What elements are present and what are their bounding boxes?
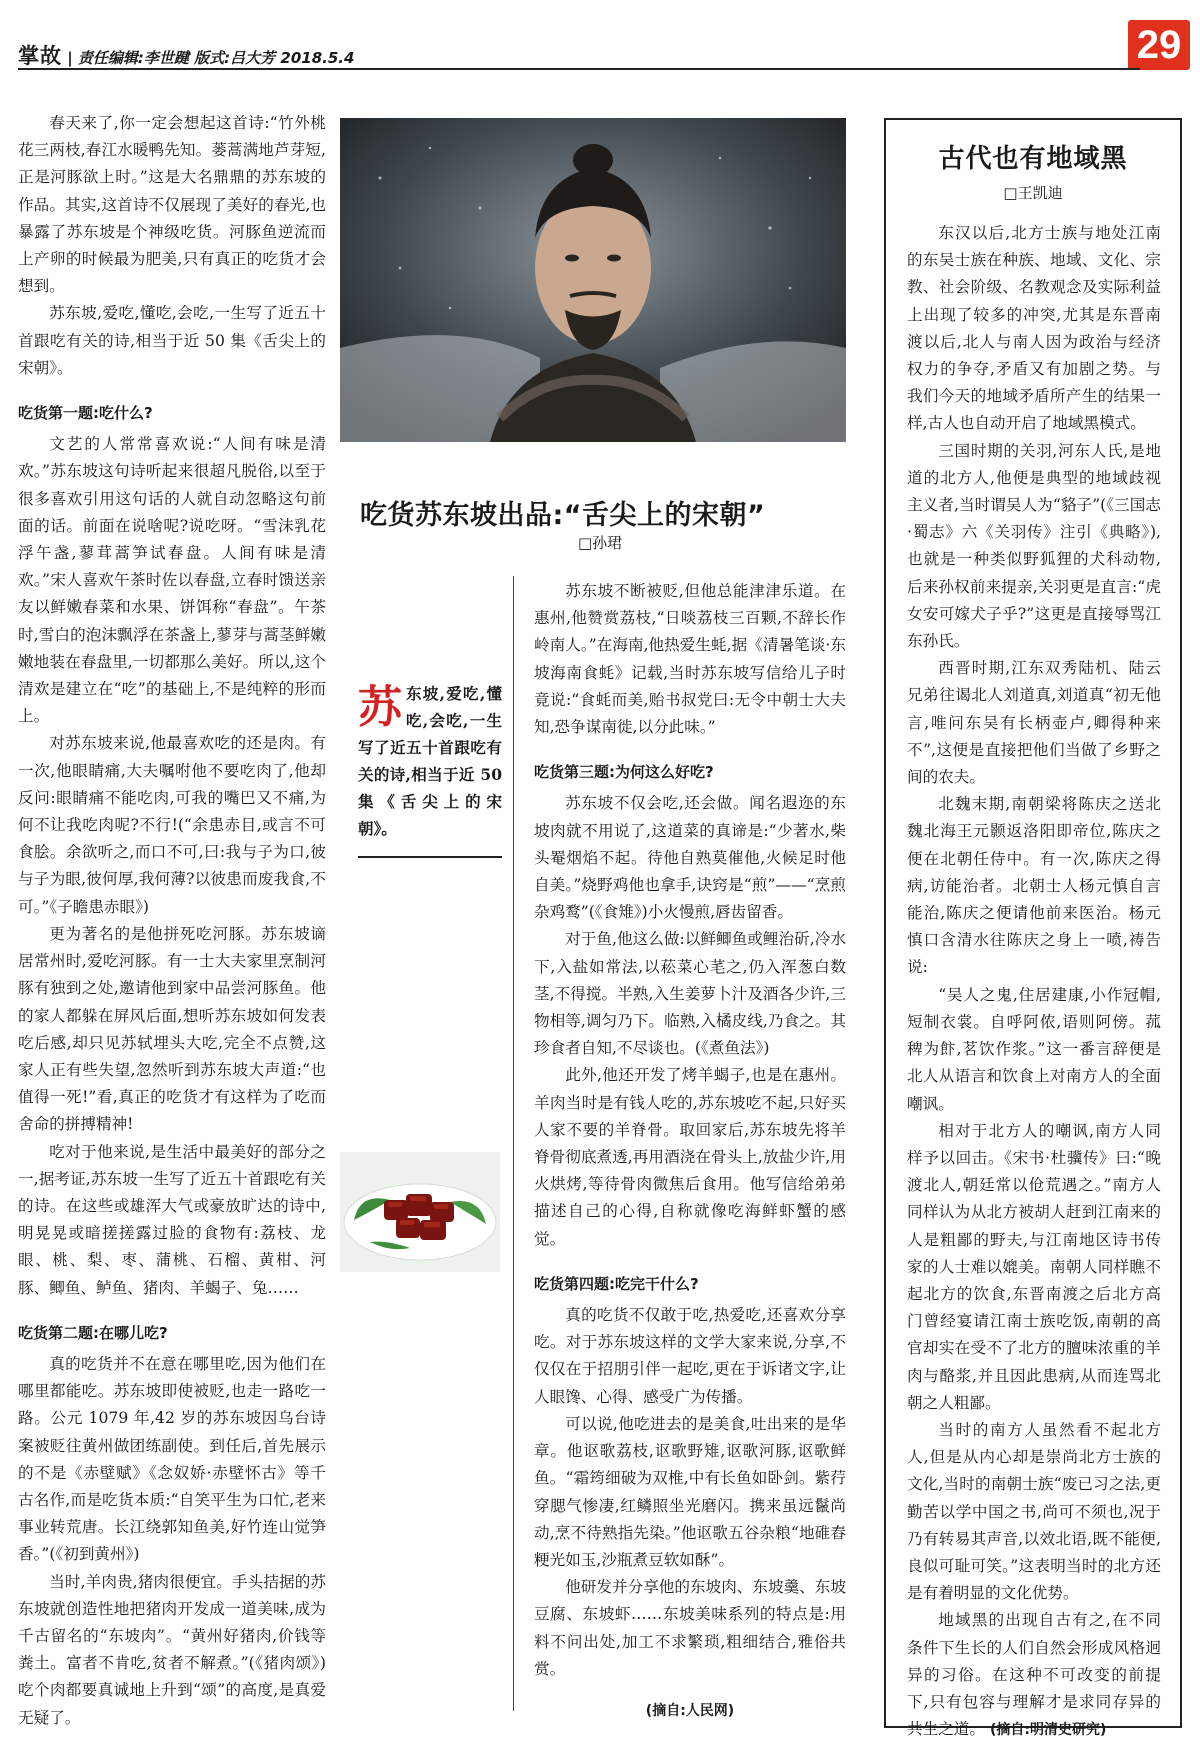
paragraph: 更为著名的是他拼死吃河豚。苏东坡谪居常州时,爱吃河豚。有一士大夫家里烹制河豚有独到之处,邀请他到家中品尝河豚鱼。他的家人都躲在屏风后面,想听苏东坡如何发表吃后感,却只见苏轼埋头大吃,完全不点赞,这家人正有些失望,忽然听到苏东坡大声道:“也值得一死!”看,真正的吃货才有这样为了吃而舍命的拼搏精神! bbox=[18, 924, 326, 1134]
paragraph: 三国时期的关羽,河东人氏,是地道的北方人,他便是典型的地域歧视主义者,当时谓吴人为“貉子”(《三国志·蜀志》六《关羽传》注引《典略》),也就是一种类似野狐狸的犬科动物,后来孙权前来提亲,关羽更是直言:“虎女安可嫁犬子乎?”这更是直接辱骂江东孙氏。 bbox=[907, 441, 1161, 651]
portrait-illustration bbox=[340, 118, 846, 442]
sidebar-author: □王凯迪 bbox=[1003, 184, 1063, 202]
paragraph: 可以说,他吃进去的是美食,吐出来的是华章。他讴歌荔枝,讴歌野雉,讴歌河豚,讴歌鲜鱼。“霜筠细破为双椎,中有长鱼如卧剑。紫荇穿腮气惨凄,红鳞照坐光磨闪。携来虽远鬣尚动,烹不待熟指先染。”他讴歌五谷杂粮“地碓舂粳光如玉,沙瓶煮豆软如酥”。 bbox=[534, 1414, 846, 1569]
portrait-photo bbox=[340, 118, 846, 442]
pull-quote-text: 东坡,爱吃,懂吃,会吃,一生写了近五十首跟吃有关的诗,相当于近 50 集《舌尖上的宋朝》。 bbox=[358, 684, 502, 838]
dongpo-pork-illustration bbox=[340, 1152, 500, 1272]
paragraph: 相对于北方人的嘲讽,南方人同样予以回击。《宋书·杜骥传》曰:“晚渡北人,朝廷常以伧荒遇之。”南方人同样认为从北方被胡人赶到江南来的人是粗鄙的野夫,与江南地区诗书传家的人士难以媲美。南朝人同样瞧不起北方的饮食,东晋南渡之后北方高门曾经宴请江南士族吃饭,南朝的高官却实在受不了北方的膻味浓重的羊肉与酪浆,并且因此患病,从而连骂北朝之人粗鄙。 bbox=[907, 1121, 1161, 1412]
paragraph: 当时,羊肉贵,猪肉很便宜。手头拮据的苏东坡就创造性地把猪肉开发成一道美味,成为千古留名的“东坡肉”。“黄州好猪肉,价钱等粪土。富者不肯吃,贫者不解煮。”(《猪肉颂》)吃个肉都要真诚地上升到“颂”的高度,是真爱无疑了。 bbox=[18, 1572, 326, 1727]
sidebar-article bbox=[907, 220, 1161, 1744]
paragraph: 对苏东坡来说,他最喜欢吃的还是肉。有一次,他眼睛痛,大夫嘱咐他不要吃肉了,他却反问:眼睛痛不能吃肉,可我的嘴巴又不痛,为何不让我吃肉呢?不行!(“余患赤目,或言不可食脍。余欲听之,而口不可,曰:我与子为口,彼与子为眼,彼何厚,我何薄?以彼患而废我食,不可。”《子瞻患赤眼》) bbox=[18, 734, 326, 916]
paragraph: 东汉以后,北方士族与地处江南的东吴士族在种族、地域、文化、宗教、社会阶级、名教观念及实际利益上出现了较多的冲突,尤其是东晋南渡以后,北人与南人因为政治与经济权力的争夺,矛盾又有加剧之势。与我们今天的地域矛盾所产生的结果一样,古人也自动开启了地域黑模式。 bbox=[907, 224, 1161, 433]
paragraph: 苏东坡不断被贬,但他总能津津乐道。在惠州,他赞赏荔枝,“日啖荔枝三百颗,不辞长作岭南人。”在海南,他热爱生蚝,据《清暑笔谈·东坡海南食蚝》记载,当时苏东坡写信给儿子时竟说:“食蚝而美,贻书叔党曰:无令中朝士大夫知,恐争谋南徙,以分此味。” bbox=[534, 582, 846, 737]
paragraph: 文艺的人常常喜欢说:“人间有味是清欢。”苏东坡这句诗听起来很超凡脱俗,以至于很多喜欢引用这句话的人就自动忽略这句前面的话。前面在说啥呢?说吃呀。“雪沫乳花浮午盏,蓼茸蒿笋试春盘。人间有味是清欢。”宋人喜欢午茶时佐以春盘,立春时馈送亲友以鲜嫩春菜和水果、饼饵称“春盘”。午茶时,雪白的泡沫飘浮在茶盏上,蓼芽与蒿茎鲜嫩嫩地装在春盘里,一切都那么美好。所以,这个清欢是建立在“吃”的基础上,不是纯粹的形而上。 bbox=[18, 435, 326, 726]
section-heading: 吃货第二题:在哪儿吃? bbox=[18, 1323, 168, 1342]
pull-quote-initial: 苏 bbox=[358, 682, 402, 733]
paragraph: 真的吃货不仅敢于吃,热爱吃,还喜欢分享吃。对于苏东坡这样的文学大家来说,分享,不仅仅在于招朋引伴一起吃,更在于诉诸文字,让人眼馋、心得、感受广为传播。 bbox=[534, 1306, 846, 1406]
paragraph: 西晋时期,江东双秀陆机、陆云兄弟往谒北人刘道真,刘道真“初无他言,唯问东吴有长柄壶卢,卿得种来不”,这便是直接把他们当做了乡野之间的农夫。 bbox=[907, 659, 1161, 787]
section-heading: 吃货第三题:为何这么好吃? bbox=[534, 763, 714, 782]
paragraph: 当时的南方人虽然看不起北方人,但是从内心却是崇尚北方士族的文化,当时的南朝士族“废已习之法,更勤苦以学中国之书,尚可不须也,况于乃有转易其声音,以效北语,既不能便,良似可耻可笑。”这表明当时的北方还是有着明显的文化优势。 bbox=[907, 1420, 1161, 1603]
section-heading: 吃货第四题:吃完干什么? bbox=[534, 1274, 699, 1293]
food-photo bbox=[340, 1152, 500, 1272]
paragraph: 此外,他还开发了烤羊蝎子,也是在惠州。羊肉当时是有钱人吃的,苏东坡吃不起,只好买人家不要的羊脊骨。取回家后,苏东坡先将羊脊骨彻底煮透,再用酒浇在骨头上,放盐少许,用火烘烤,等待骨肉微焦后食用。他写信给弟弟描述自己的心得,自称就像吃海鲜虾蟹的感觉。 bbox=[534, 1066, 846, 1248]
paragraph: 吃对于他来说,是生活中最美好的部分之一,据考证,苏东坡一生写了近五十首跟吃有关的诗。在这些或雄浑大气或豪放旷达的诗中,明晃晃或暗搓搓露过脸的食物有:荔枝、龙眼、桃、梨、枣、蒲桃、石榴、黄柑、河豚、鲫鱼、鲈鱼、猪肉、羊蝎子、兔…… bbox=[18, 1142, 326, 1297]
paragraph-text: 地域黑的出现自古有之,在不同条件下生长的人们自然会形成风格迥异的习俗。在这种不可改变的前提下,只有包容与理解才是求同存异的共生之道。 bbox=[907, 1611, 1161, 1739]
source-text: (摘自:人民网) bbox=[645, 1702, 735, 1719]
column-divider bbox=[513, 576, 514, 1711]
page-number: 29 bbox=[1128, 20, 1190, 70]
article-author: □孙珺 bbox=[578, 534, 623, 552]
section-heading: 吃货第一题:吃什么? bbox=[18, 404, 153, 423]
article-title: 吃货苏东坡出品:“舌尖上的宋朝” bbox=[360, 500, 766, 531]
sidebar-source: (摘自:明清史研究) bbox=[989, 1722, 1107, 1739]
paragraph bbox=[907, 1607, 1161, 1744]
header-rule bbox=[18, 68, 1140, 70]
paragraph: 真的吃货并不在意在哪里吃,因为他们在哪里都能吃。苏东坡即使被贬,也走一路吃一路。公元 1079 年,42 岁的苏东坡因乌台诗案被贬往黄州做团练副使。到任后,首先展示的不是《赤壁赋》《念奴娇·赤壁怀古》等千古名作,而是吃货本质:“自笑平生为口忙,老来事业转荒唐。长江绕郭知鱼美,好竹连山觉笋香。”(《初到黄州》) bbox=[18, 1354, 326, 1564]
section-name: 掌故 bbox=[18, 44, 62, 68]
sidebar-title: 古代也有地域黑 bbox=[938, 144, 1128, 174]
article-source bbox=[534, 1697, 846, 1725]
header-credits: | 责任编辑:李世踺 版式:吕大芳 2018.5.4 bbox=[67, 49, 355, 67]
paragraph: 苏东坡不仅会吃,还会做。闻名遐迩的东坡肉就不用说了,这道菜的真谛是:“少著水,柴头罨烟焰不起。待他自熟莫催他,火候足时他自美。”烧野鸡他也拿手,诀窍是“煎”——“烹煎杂鸡鹜”(《食雉》)小火慢煎,唇齿留香。 bbox=[534, 794, 846, 922]
paragraph: “吴人之鬼,住居建康,小作冠帽,短制衣裳。自呼阿侬,语则阿傍。菰稗为飰,茗饮作浆。”这一番言辞便是北人从语言和饮食上对南方人的全面嘲讽。 bbox=[907, 985, 1161, 1113]
article-column-2 bbox=[534, 578, 846, 1725]
paragraph: 苏东坡,爱吃,懂吃,会吃,一生写了近五十首跟吃有关的诗,相当于近 50 集《舌尖上的宋朝》。 bbox=[18, 304, 326, 377]
paragraph: 他研发并分享他的东坡肉、东坡羹、东坡豆腐、东坡虾……东坡美味系列的特点是:用料不问出处,加工不求繁琐,粗细结合,雅俗共赏。 bbox=[534, 1578, 846, 1678]
paragraph: 对于鱼,他这么做:以鲜鲫鱼或鲤治斫,冷水下,入盐如常法,以菘菜心芼之,仍入浑葱白数茎,不得搅。半熟,入生姜萝卜汁及酒各少许,三物相等,调匀乃下。临熟,入橘皮线,乃食之。其珍食者自知,不尽谈也。(《煮鱼法》) bbox=[534, 930, 846, 1058]
pull-quote bbox=[358, 680, 502, 858]
paragraph: 北魏末期,南朝梁将陈庆之送北魏北海王元颢返洛阳即帝位,陈庆之便在北朝任侍中。有一次,陈庆之得病,访能治者。北朝士人杨元慎自言能治,陈庆之便请他前来医治。杨元慎口含清水往陈庆之身上一喷,祷告说: bbox=[907, 795, 1161, 977]
article-column-1 bbox=[18, 110, 326, 1732]
paragraph: 春天来了,你一定会想起这首诗:“竹外桃花三两枝,春江水暖鸭先知。蒌蒿满地芦芽短,正是河豚欲上时。”这是大名鼎鼎的苏东坡的作品。其实,这首诗不仅展现了美好的春光,也暴露了苏东坡是个神级吃货。河豚鱼逆流而上产卵的时候最为肥美,只有真正的吃货才会想到。 bbox=[18, 114, 326, 296]
page-header bbox=[18, 40, 354, 70]
